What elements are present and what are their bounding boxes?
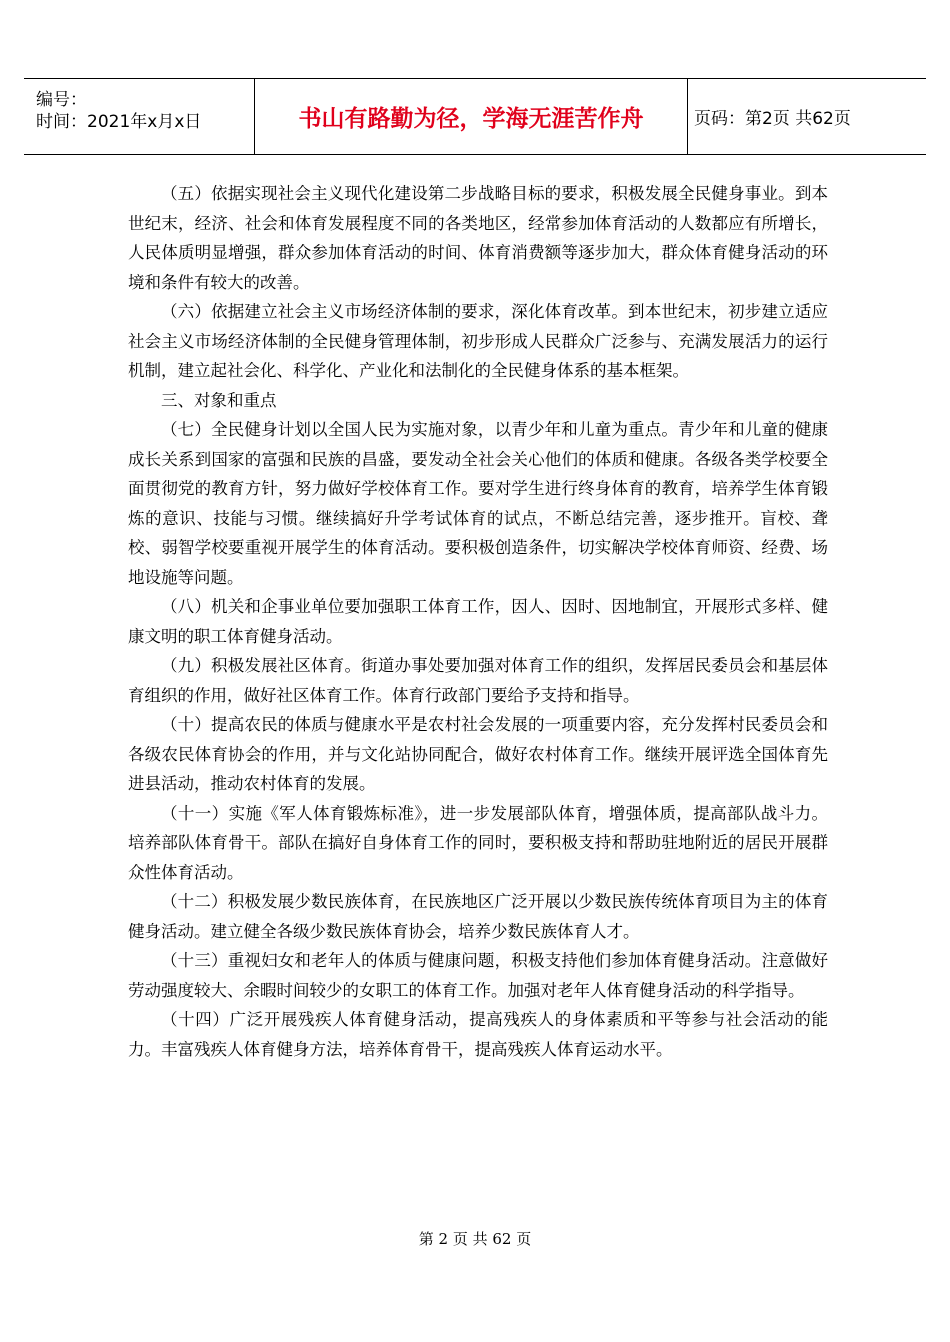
- header-info: [24, 79, 255, 154]
- paragraph: （九）积极发展社区体育。街道办事处要加强对体育工作的组织，发挥居民委员会和基层体育组织的作用，做好社区体育工作。体育行政部门要给予支持和指导。: [128, 656, 828, 705]
- paragraph: （十四）广泛开展残疾人体育健身活动，提高残疾人的身体素质和平等参与社会活动的能力。丰富残疾人体育健身方法，培养体育骨干，提高残疾人体育运动水平。: [128, 1010, 828, 1059]
- paragraph: （十二）积极发展少数民族体育，在民族地区广泛开展以少数民族传统体育项目为主的体育健身活动。建立健全各级少数民族体育协会，培养少数民族体育人才。: [128, 892, 828, 941]
- header-page-number: 页码：第2页 共62页: [694, 109, 851, 129]
- document-time-label: 时间：2021年x月x日: [36, 112, 202, 132]
- paragraph: （十一）实施《军人体育锻炼标准》，进一步发展部队体育，增强体质，提高部队战斗力。培养部队体育骨干。部队在搞好自身体育工作的同时，要积极支持和帮助驻地附近的居民开展群众性体育活动。: [128, 803, 828, 882]
- page-header: [24, 78, 926, 155]
- paragraph: （六）依据建立社会主义市场经济体制的要求，深化体育改革。到本世纪末，初步建立适应社会主义市场经济体制的全民健身管理体制，初步形成人民群众广泛参与、充满发展活力的运行机制，建立起社会化、科学化、产业化和法制化的全民健身体系的基本框架。: [128, 302, 828, 380]
- paragraph: （八）机关和企事业单位要加强职工体育工作，因人、因时、因地制宜，开展形式多样、健康文明的职工体育健身活动。: [128, 597, 828, 646]
- section-heading: 三、对象和重点: [161, 390, 277, 410]
- paragraph: （七）全民健身计划以全国人民为实施对象，以青少年和儿童为重点。青少年和儿童的健康成长关系到国家的富强和民族的昌盛，要发动全社会关心他们的体质和健康。各级各类学校要全面贯彻党的教育方针，努力做好学校体育工作。要对学生进行终身体育的教育，培养学生体育锻炼的意识、技能与习惯。继续搞好升学考试体育的试点，不断总结完善，逐步推开。盲校、聋校、弱智学校要重视开展学生的体育活动。要积极创造条件，切实解决学校体育师资、经费、场地设施等问题。: [128, 420, 828, 587]
- document-body: [128, 179, 828, 1064]
- header-motto: 书山有路勤为径，学海无涯苦作舟: [255, 79, 688, 154]
- paragraph: （五）依据实现社会主义现代化建设第二步战略目标的要求，积极发展全民健身事业。到本世纪末，经济、社会和体育发展程度不同的各类地区，经常参加体育活动的人数都应有所增长，人民体质明显增强，群众参加体育活动的时间、体育消费额等逐步加大，群众体育健身活动的环境和条件有较大的改善。: [128, 184, 828, 292]
- document-number-label: 编号：: [36, 90, 87, 110]
- paragraph: （十）提高农民的体质与健康水平是农村社会发展的一项重要内容，充分发挥村民委员会和各级农民体育协会的作用，并与文化站协同配合，做好农村体育工作。继续开展评选全国体育先进县活动，推动农村体育的发展。: [128, 715, 828, 793]
- page-footer: 第 2 页 共 62 页: [418, 1230, 532, 1248]
- paragraph: （十三）重视妇女和老年人的体质与健康问题，积极支持他们参加体育健身活动。注意做好劳动强度较大、余暇时间较少的女职工的体育工作。加强对老年人体育健身活动的科学指导。: [128, 951, 828, 1000]
